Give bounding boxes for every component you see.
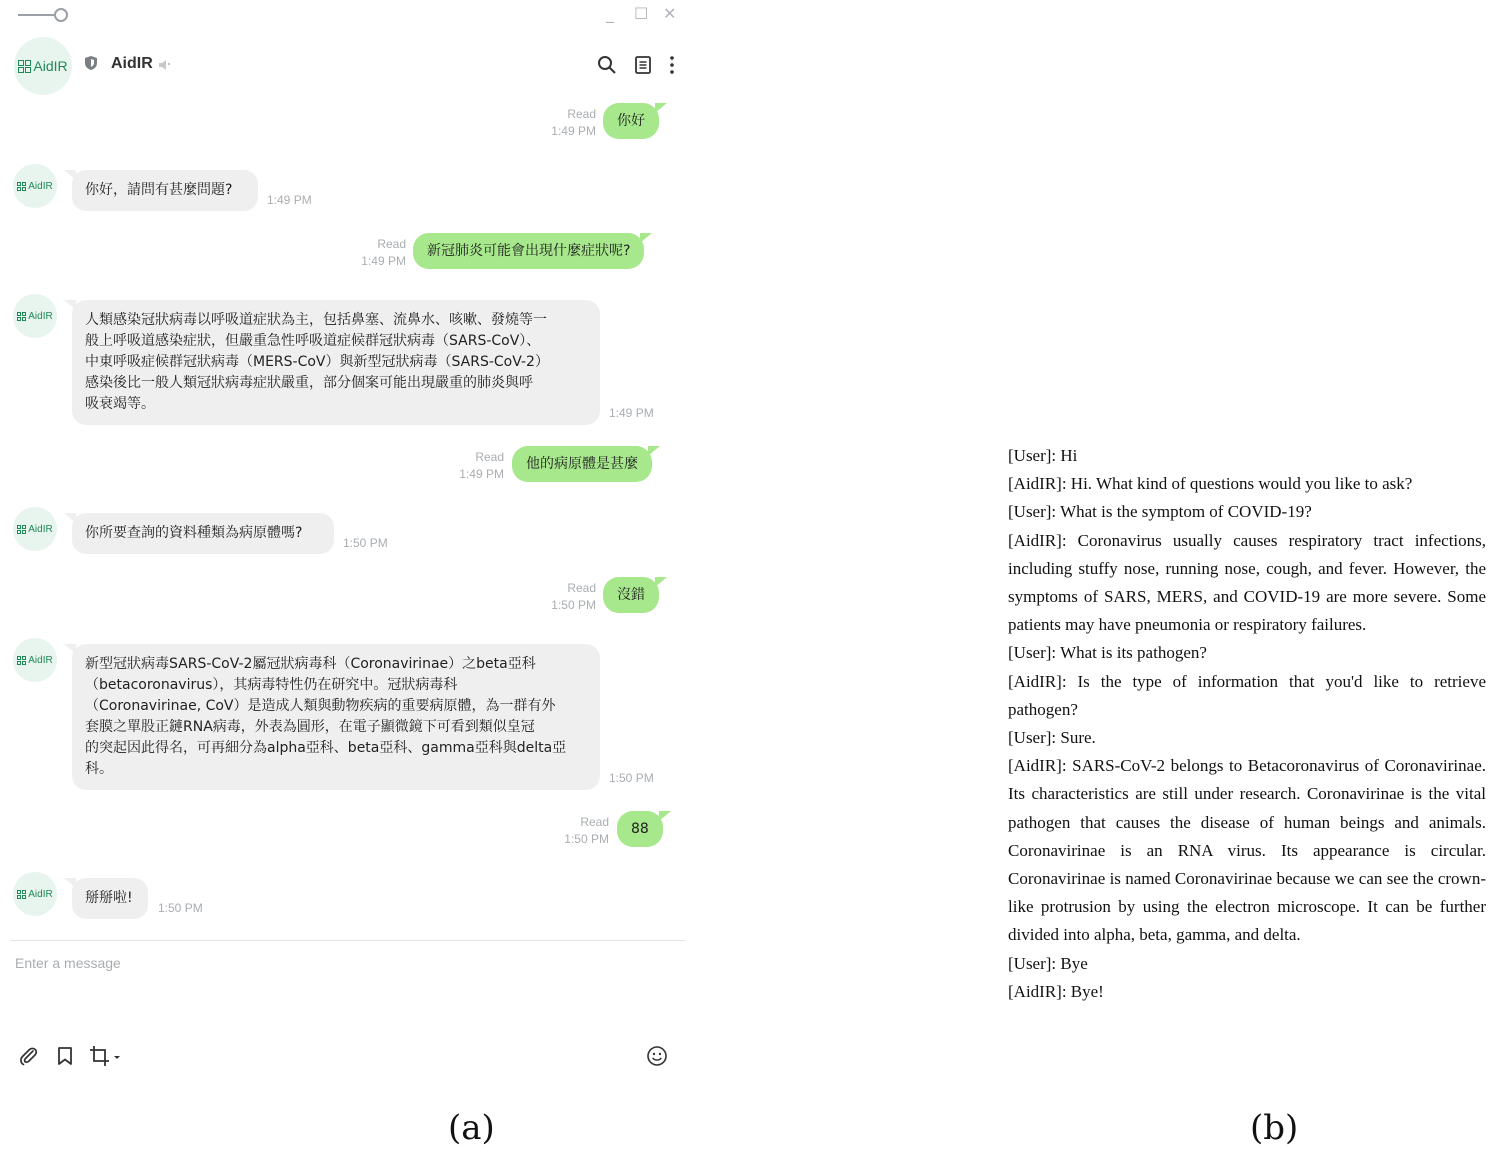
emoji-icon[interactable] <box>646 1045 668 1067</box>
input-divider <box>10 940 685 941</box>
message-input[interactable] <box>10 950 680 1040</box>
message-line: 科。 <box>85 761 113 777</box>
outgoing-message[interactable]: 他的病原體是甚麼 <box>512 446 652 482</box>
transcript-line: [AidIR]: SARS-CoV-2 belongs to Betacoronavirus of Coronavirinae. Its characteristics are still under research. Coronavirinae is the vital pathogen that causes the disease of human beings and animals. Coronavirinae is an RNA virus. Its appearance is circular. Coronavirinae is named Coronavirinae because we can see the crown-like protrusion by using the electron microscope. It can be further divided into alpha, beta, gamma, and delta. <box>1008 756 1486 945</box>
chat-title: AidIR <box>111 55 153 72</box>
transcript-line: [AidIR]: Is the type of information that you'd like to retrieve pathogen? <box>1008 671 1486 719</box>
message-time: 1:49 PM <box>609 406 654 420</box>
message-line: 感染後比一般人類冠狀病毒症狀嚴重，部分個案可能出現嚴重的肺炎與呼 <box>85 375 533 391</box>
message-line: 新型冠狀病毒SARS-CoV-2屬冠狀病毒科（Coronavirinae）之beta亞科 <box>85 656 536 672</box>
transcript-line: [User]: Sure. <box>1008 728 1096 748</box>
transcript-line: [User]: What is the symptom of COVID-19? <box>1008 502 1312 522</box>
message-time: 1:50 PM <box>551 598 596 612</box>
message-time: 1:49 PM <box>459 467 504 481</box>
incoming-message[interactable]: 你好，請問有甚麼問題? <box>72 170 258 211</box>
transcript-line: [User]: Hi <box>1008 446 1078 465</box>
message-line: 的突起因此得名，可再細分為alpha亞科、beta亞科、gamma亞科與delta亞 <box>85 740 567 756</box>
search-icon[interactable] <box>596 54 618 76</box>
incoming-message[interactable] <box>72 300 600 425</box>
bookmark-icon[interactable] <box>54 1045 76 1067</box>
message-line: 般上呼吸道感染症狀，但嚴重急性呼吸道症候群冠狀病毒（SARS-CoV）、 <box>85 333 541 349</box>
outgoing-message[interactable]: 你好 <box>603 103 659 139</box>
opacity-slider-knob[interactable] <box>54 8 68 22</box>
minimize-button[interactable]: _ <box>606 4 614 23</box>
incoming-message[interactable]: 你所要查詢的資料種類為病原體嗎? <box>72 513 334 554</box>
message-time: 1:50 PM <box>609 771 654 785</box>
read-status: Read <box>475 450 504 464</box>
message-line: 中東呼吸症候群冠狀病毒（MERS-CoV）與新型冠狀病毒（SARS-CoV-2） <box>85 354 549 370</box>
read-status: Read <box>377 237 406 251</box>
aidir-logo: AidIR <box>18 58 67 74</box>
header-avatar[interactable] <box>14 37 72 95</box>
bot-avatar[interactable] <box>13 872 57 916</box>
read-status: Read <box>580 815 609 829</box>
message-list[interactable] <box>0 100 690 940</box>
more-options-icon[interactable] <box>661 54 683 76</box>
transcript-line: [AidIR]: Bye! <box>1008 981 1104 1001</box>
chat-window <box>0 0 690 1095</box>
message-time: 1:50 PM <box>564 832 609 846</box>
message-time: 1:49 PM <box>267 193 312 207</box>
message-time: 1:49 PM <box>551 124 596 138</box>
notes-icon[interactable] <box>632 54 654 76</box>
message-time: 1:50 PM <box>343 536 388 550</box>
outgoing-message[interactable]: 沒錯 <box>603 577 659 613</box>
message-line: 吸衰竭等。 <box>85 396 155 412</box>
outgoing-message[interactable]: 新冠肺炎可能會出現什麼症狀呢? <box>413 233 644 269</box>
incoming-message[interactable]: 掰掰啦! <box>72 878 148 919</box>
aidir-logo: AidIR <box>17 655 52 666</box>
bot-avatar[interactable] <box>13 638 57 682</box>
incoming-message[interactable] <box>72 644 600 790</box>
caption-a: (a) <box>448 1108 495 1148</box>
aidir-logo: AidIR <box>17 524 52 535</box>
bot-avatar[interactable] <box>13 507 57 551</box>
transcript-line: [AidIR]: Hi. What kind of questions would you like to ask? <box>1008 474 1413 494</box>
transcript-line: [AidIR]: Coronavirus usually causes respiratory tract infections, including stuffy nose, running nose, cough, and fever. However, the symptoms of SARS, MERS, and COVID-19 are more severe. Some patients may have pneumonia or respiratory failures. <box>1008 530 1486 635</box>
aidir-logo: AidIR <box>17 889 52 900</box>
bot-avatar[interactable] <box>13 294 57 338</box>
read-status: Read <box>567 581 596 595</box>
paperclip-icon[interactable] <box>18 1045 40 1067</box>
caption-b: (b) <box>1250 1108 1299 1148</box>
conversation-transcript <box>1008 442 1486 1006</box>
transcript-line: [User]: What is its pathogen? <box>1008 643 1207 663</box>
close-button[interactable]: ✕ <box>663 4 677 23</box>
bot-avatar[interactable] <box>13 164 57 208</box>
aidir-logo: AidIR <box>17 181 52 192</box>
message-time: 1:50 PM <box>158 901 203 915</box>
message-line: （Coronavirinae, CoV）是造成人類與動物疾病的重要病原體，為一群有外 <box>85 698 556 714</box>
message-line: 人類感染冠狀病毒以呼吸道症狀為主，包括鼻塞、流鼻水、咳嗽、發燒等一 <box>85 312 547 328</box>
transcript-line: [User]: Bye <box>1008 953 1088 973</box>
outgoing-message[interactable]: 88 <box>617 811 663 847</box>
message-line: （betacoronavirus），其病毒特性仍在研究中。冠狀病毒科 <box>85 677 458 693</box>
crop-screenshot-icon[interactable] <box>89 1045 123 1067</box>
aidir-logo: AidIR <box>17 311 52 322</box>
message-line: 套膜之單股正鏈RNA病毒，外表為圓形，在電子顯微鏡下可看到類似皇冠 <box>85 719 535 735</box>
read-status: Read <box>567 107 596 121</box>
maximize-button[interactable]: ☐ <box>634 4 649 23</box>
speaker-muted-icon[interactable] <box>158 58 172 72</box>
shield-icon <box>84 55 98 71</box>
message-time: 1:49 PM <box>361 254 406 268</box>
